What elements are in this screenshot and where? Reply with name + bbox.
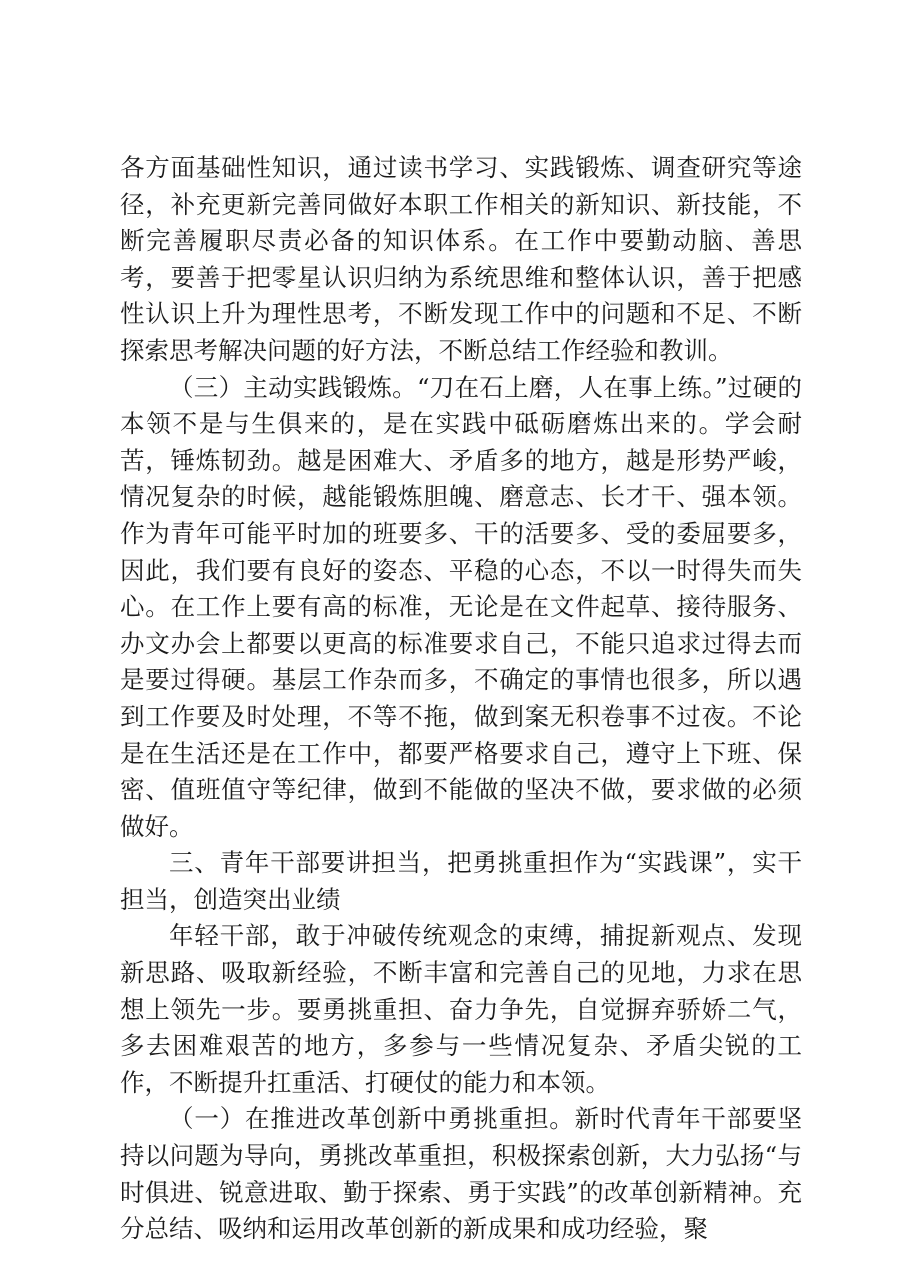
section-heading-responsibility: 三、青年干部要讲担当，把勇挑重担作为“实践课”，实干担当，创造突出业绩 (120, 848, 802, 914)
paragraph-reform-innovation: （一）在推进改革创新中勇挑重担。新时代青年干部要坚持以问题为导向，勇挑改革重担，积极探索创新，大力弘扬“与时俱进、锐意进取、勤于探索、勇于实践”的改革创新精神。充分总结、吸纳和运用改革创新的新成果和成功经验，聚 (120, 1104, 802, 1244)
paragraph-knowledge: 各方面基础性知识，通过读书学习、实践锻炼、调查研究等途径，补充更新完善同做好本职工作相关的新知识、新技能，不断完善履职尽责必备的知识体系。在工作中要勤动脑、善思考，要善于把零星认识归纳为系统思维和整体认识，善于把感性认识上升为理性思考，不断发现工作中的问题和不足、不断探索思考解决问题的好方法，不断总结工作经验和教训。 (120, 153, 802, 365)
document-body (120, 150, 802, 1248)
paragraph-practice-training: （三）主动实践锻炼。“刀在石上磨，人在事上练。”过硬的本领不是与生俱来的，是在实践中砥砺磨炼出来的。学会耐苦，锤炼韧劲。越是困难大、矛盾多的地方，越是形势严峻，情况复杂的时候，越能锻炼胆魄、磨意志、长才干、强本领。作为青年可能平时加的班要多、干的活要多、受的委屈要多，因此，我们要有良好的姿态、平稳的心态，不以一时得失而失心。在工作上要有高的标准，无论是在文件起草、接待服务、办文办会上都要以更高的标准要求自己，不能只追求过得去而是要过得硬。基层工作杂而多，不确定的事情也很多，所以遇到工作要及时处理，不等不拖，做到案无积卷事不过夜。不论是在生活还是在工作中，都要严格要求自己，遵守上下班、保密、值班值守等纪律，做到不能做的坚决不做，要求做的必须做好。 (120, 372, 802, 841)
paragraph-young-cadres: 年轻干部，敢于冲破传统观念的束缚，捕捉新观点、发现新思路、吸取新经验，不断丰富和完善自己的见地，力求在思想上领先一步。要勇挑重担、奋力争先，自觉摒弃骄娇二气，多去困难艰苦的地方，多参与一些情况复杂、矛盾尖锐的工作，不断提升扛重活、打硬仗的能力和本领。 (120, 921, 802, 1097)
